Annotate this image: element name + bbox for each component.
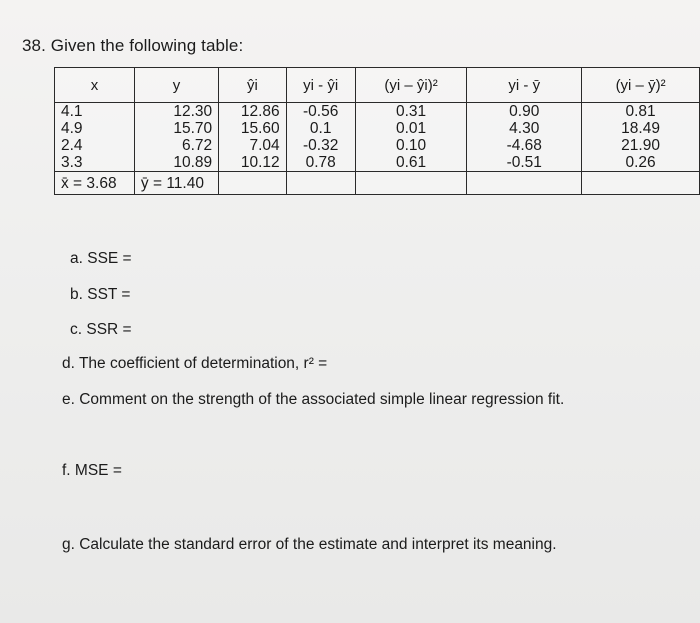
table-cell: 10.89 [173,154,213,171]
table-cell: 7.04 [249,137,280,154]
table-cell: -0.32 [303,137,339,154]
table-cell: 18.49 [621,120,660,137]
header-x: x [55,68,135,103]
header-residual: yi - ŷi [286,68,355,103]
part-e-comment: e. Comment on the strength of the associated simple linear regression fit. [62,391,565,408]
table-cell: 4.30 [509,120,540,137]
header-deviation-squared: (yi – ȳ)² [582,68,700,103]
table-cell: 0.10 [395,137,427,154]
empty-cell [355,172,467,195]
x-mean-cell: x̄ = 3.68 [55,172,135,195]
table-header-row [55,68,700,103]
table-cell: 0.31 [395,103,427,120]
table-cell: 12.30 [173,103,213,120]
table-cell: 0.81 [625,103,656,120]
question-title: 38. Given the following table: [22,36,244,55]
table-cell: 0.78 [305,154,336,171]
table-summary-row [55,172,700,195]
part-c-ssr: c. SSR = [70,321,132,338]
empty-cell [219,172,287,195]
part-g-standard-error: g. Calculate the standard error of the estimate and interpret its meaning. [62,536,557,553]
table-cell: 15.70 [173,120,213,137]
table-cell: 3.3 [61,154,83,171]
table-cell: 0.1 [309,120,332,137]
header-deviation: yi - ȳ [467,68,582,103]
column-y-values [134,103,218,172]
empty-cell [467,172,582,195]
header-y: y [134,68,218,103]
table-cell: 12.86 [240,103,280,120]
table-cell: 0.61 [395,154,427,171]
table-cell: 0.01 [395,120,427,137]
empty-cell [582,172,700,195]
column-deviation-squared-values [582,103,700,172]
column-deviation-values [467,103,582,172]
table-cell: -0.51 [506,154,542,171]
empty-cell [286,172,355,195]
table-cell: 0.90 [509,103,540,120]
table-data-row [55,103,700,172]
table-cell: 4.1 [61,103,83,120]
regression-table [54,67,700,195]
column-residual-squared-values [355,103,467,172]
part-f-mse: f. MSE = [62,462,122,479]
table-cell: 2.4 [61,137,83,154]
table-cell: -4.68 [506,137,542,154]
table-cell: 6.72 [181,137,213,154]
part-a-sse: a. SSE = [70,250,132,267]
header-yhat: ŷi [219,68,287,103]
table-cell: -0.56 [303,103,339,120]
y-mean-cell: ȳ = 11.40 [134,172,218,195]
table-cell: 0.26 [625,154,656,171]
part-d-r-squared: d. The coefficient of determination, r² = [62,355,328,372]
table-cell: 15.60 [240,120,280,137]
column-yhat-values [219,103,287,172]
part-b-sst: b. SST = [70,286,131,303]
column-x-values [55,103,135,172]
table-cell: 10.12 [240,154,280,171]
column-residual-values [286,103,355,172]
table-cell: 21.90 [621,137,660,154]
table-cell: 4.9 [61,120,83,137]
header-residual-squared: (yi – ŷi)² [355,68,467,103]
